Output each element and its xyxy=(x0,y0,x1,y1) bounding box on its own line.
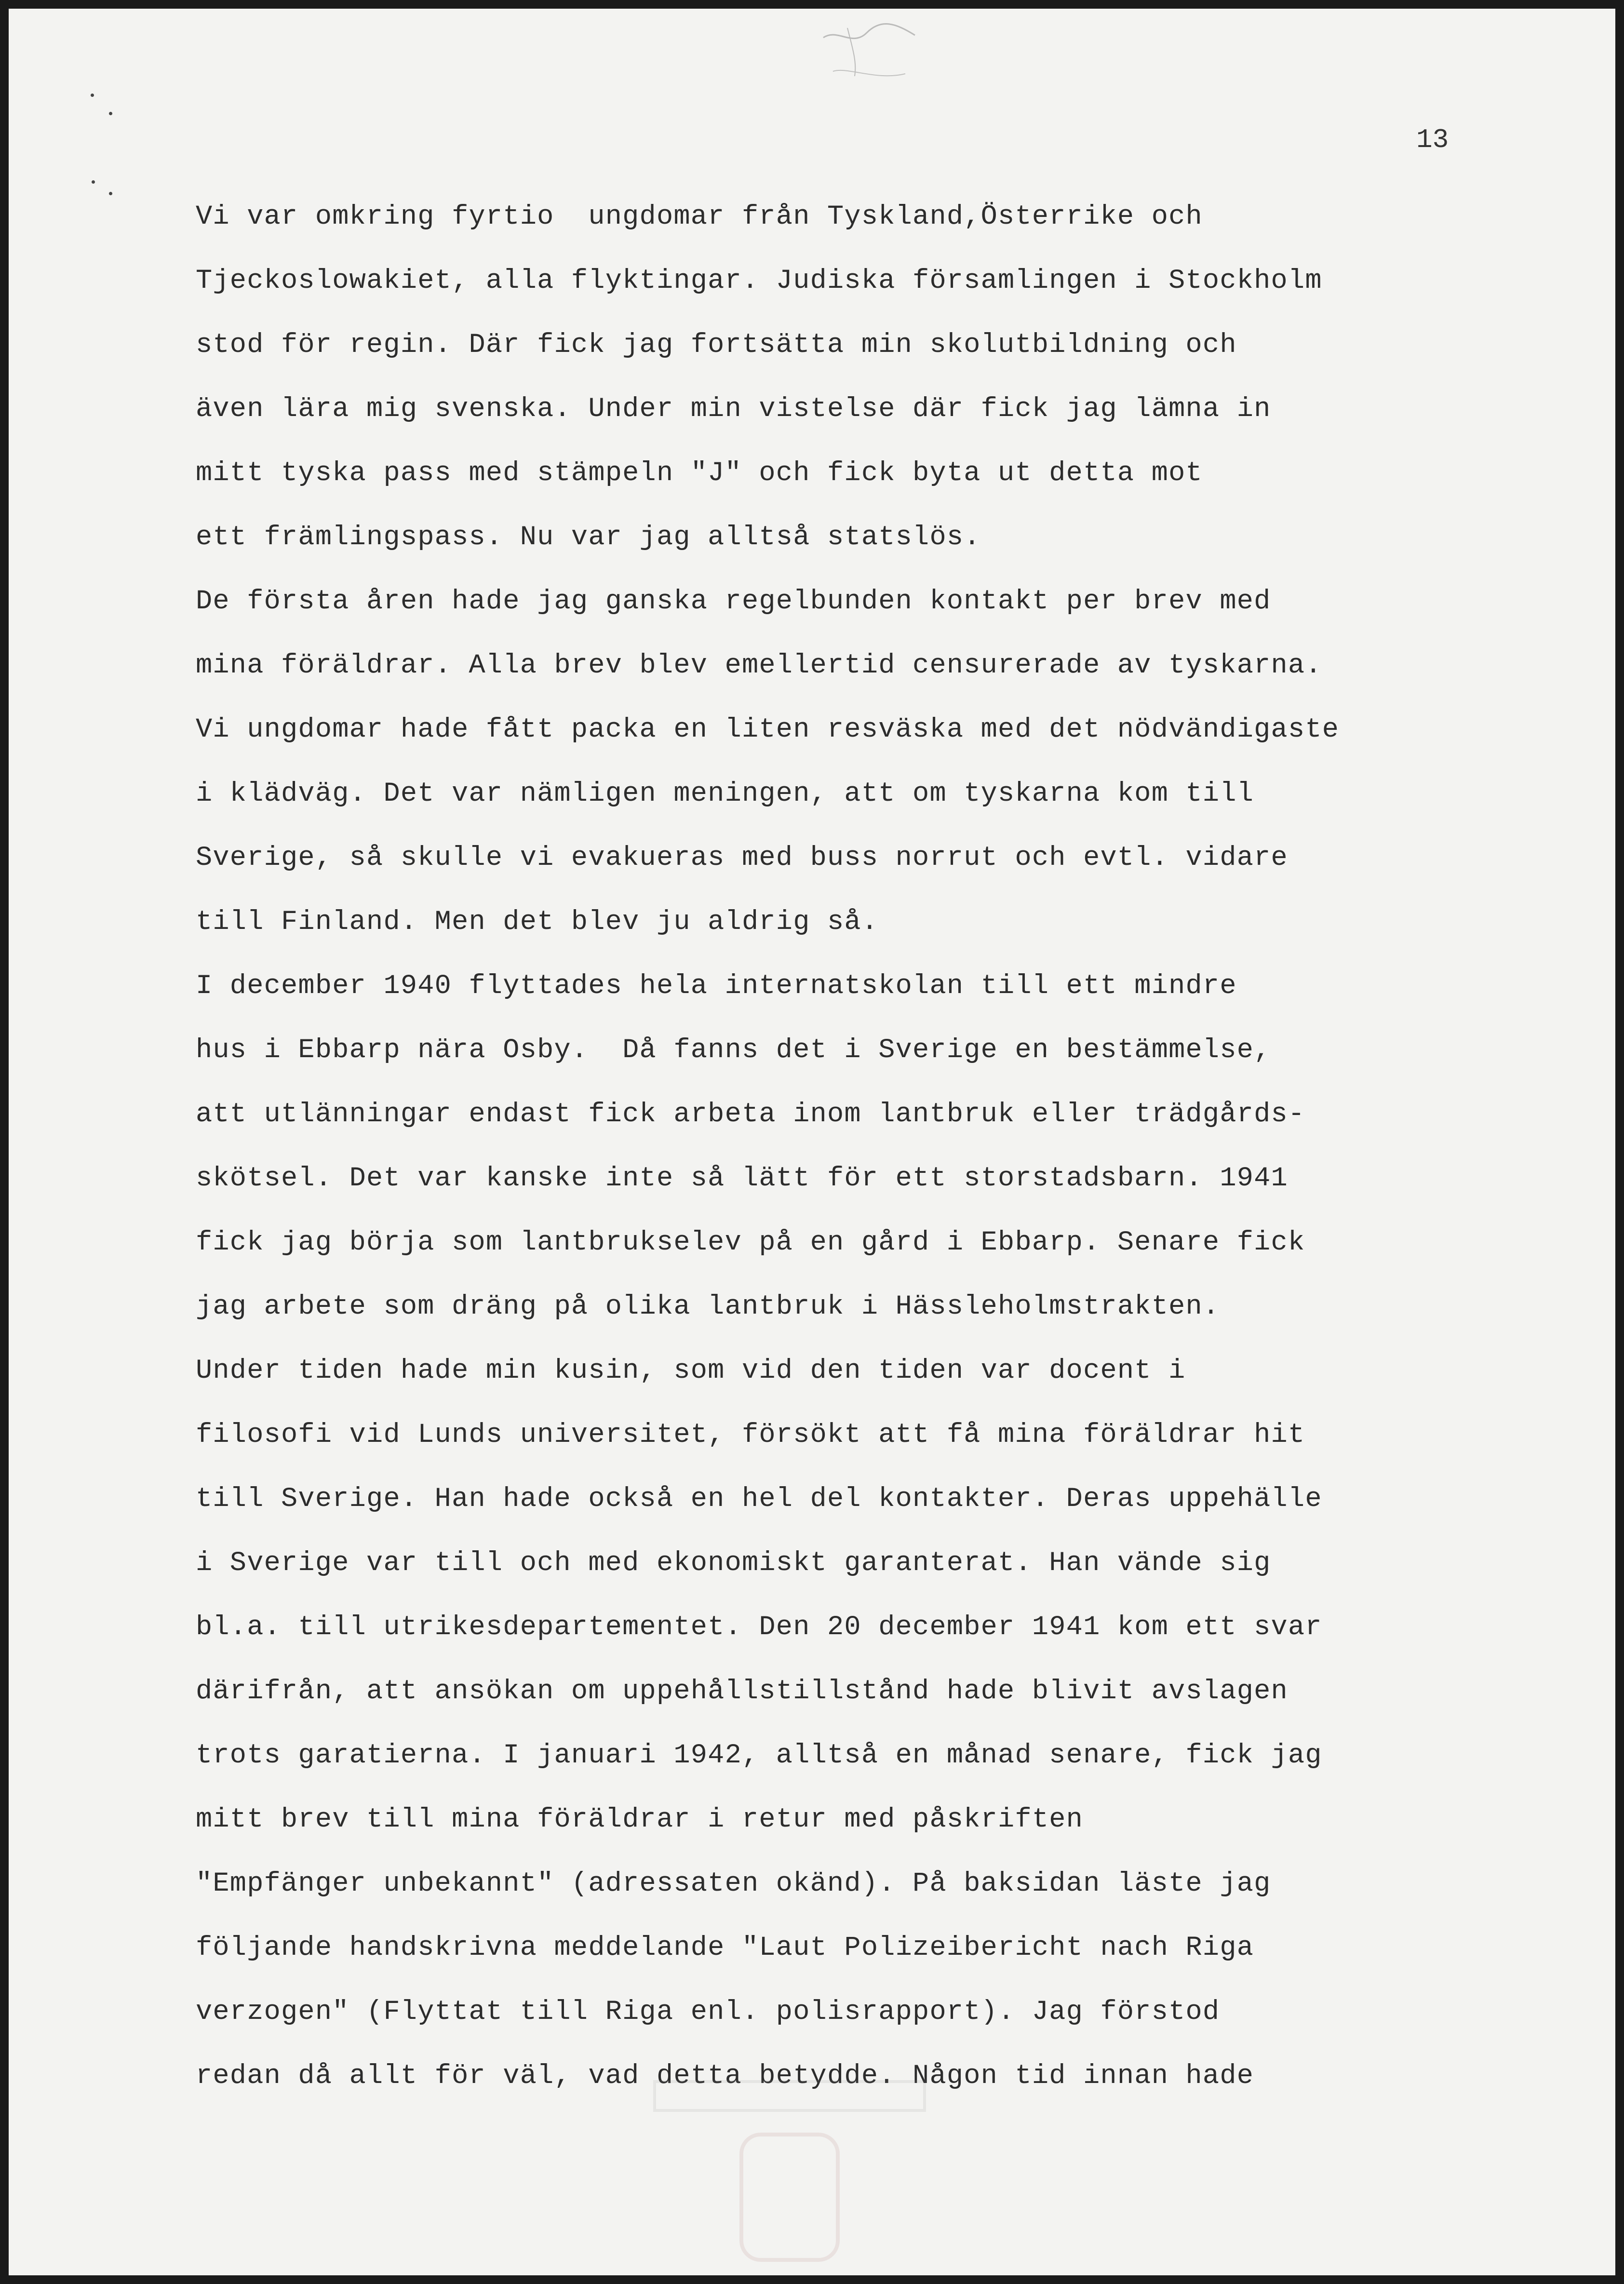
text-line: Vi ungdomar hade fått packa en liten resväska med det nödvändigaste xyxy=(196,714,1340,745)
text-line: I december 1940 flyttades hela internatskolan till ett mindre xyxy=(196,971,1237,1002)
punch-hole-mark xyxy=(92,180,95,184)
text-line: fick jag börja som lantbrukselev på en gård i Ebbarp. Senare fick xyxy=(196,1227,1305,1258)
text-line: mitt brev till mina föräldrar i retur med påskriften xyxy=(196,1804,1084,1835)
text-line: Under tiden hade min kusin, som vid den tiden var docent i xyxy=(196,1356,1186,1386)
punch-hole-mark xyxy=(109,192,112,195)
text-line: Vi var omkring fyrtio ungdomar från Tyskland,Österrike och xyxy=(196,202,1203,232)
faint-stamp-mark xyxy=(645,2072,934,2274)
typewritten-text xyxy=(196,185,1565,2109)
text-line: hus i Ebbarp nära Osby. Då fanns det i Sverige en bestämmelse, xyxy=(196,1035,1271,1066)
text-line: därifrån, att ansökan om uppehållstillstånd hade blivit avslagen xyxy=(196,1676,1288,1707)
text-line: verzogen" (Flyttat till Riga enl. polisrapport). Jag förstod xyxy=(196,1997,1220,2028)
text-line: att utlänningar endast fick arbeta inom lantbruk eller trädgårds- xyxy=(196,1099,1305,1130)
text-line: ett främlingspass. Nu var jag alltså statslös. xyxy=(196,522,981,553)
punch-hole-mark xyxy=(109,112,112,115)
text-line: även lära mig svenska. Under min vistelse där fick jag lämna in xyxy=(196,394,1271,425)
text-line: "Empfänger unbekannt" (adressaten okänd). På baksidan läste jag xyxy=(196,1868,1271,1899)
punch-hole-mark xyxy=(91,94,94,97)
text-line: mitt tyska pass med stämpeln "J" och fick byta ut detta mot xyxy=(196,458,1203,489)
text-line: De första åren hade jag ganska regelbunden kontakt per brev med xyxy=(196,586,1271,617)
text-line: filosofi vid Lunds universitet, försökt att få mina föräldrar hit xyxy=(196,1420,1305,1451)
document-page xyxy=(9,9,1615,2275)
text-line: trots garatierna. I januari 1942, alltså en månad senare, fick jag xyxy=(196,1740,1322,1771)
text-line: redan då allt för väl, vad detta betydde. Någon tid innan hade xyxy=(196,2061,1254,2092)
page-number: 13 xyxy=(1416,124,1449,155)
handwritten-mark xyxy=(819,18,934,91)
text-line: till Finland. Men det blev ju aldrig så. xyxy=(196,907,879,938)
text-line: bl.a. till utrikesdepartementet. Den 20 december 1941 kom ett svar xyxy=(196,1612,1322,1643)
text-line: skötsel. Det var kanske inte så lätt för ett storstadsbarn. 1941 xyxy=(196,1163,1288,1194)
text-line: Tjeckoslowakiet, alla flyktingar. Judiska församlingen i Stockholm xyxy=(196,266,1322,296)
text-line: följande handskrivna meddelande "Laut Polizeibericht nach Riga xyxy=(196,1933,1254,1963)
text-line: till Sverige. Han hade också en hel del kontakter. Deras uppehälle xyxy=(196,1484,1322,1515)
text-line: jag arbete som dräng på olika lantbruk i Hässleholmstrakten. xyxy=(196,1291,1220,1322)
text-line: Sverige, så skulle vi evakueras med buss norrut och evtl. vidare xyxy=(196,843,1288,873)
text-line: i klädväg. Det var nämligen meningen, att om tyskarna kom till xyxy=(196,779,1254,809)
text-line: stod för regin. Där fick jag fortsätta min skolutbildning och xyxy=(196,330,1237,361)
text-line: mina föräldrar. Alla brev blev emellertid censurerade av tyskarna. xyxy=(196,650,1322,681)
text-line: i Sverige var till och med ekonomiskt garanterat. Han vände sig xyxy=(196,1548,1271,1579)
